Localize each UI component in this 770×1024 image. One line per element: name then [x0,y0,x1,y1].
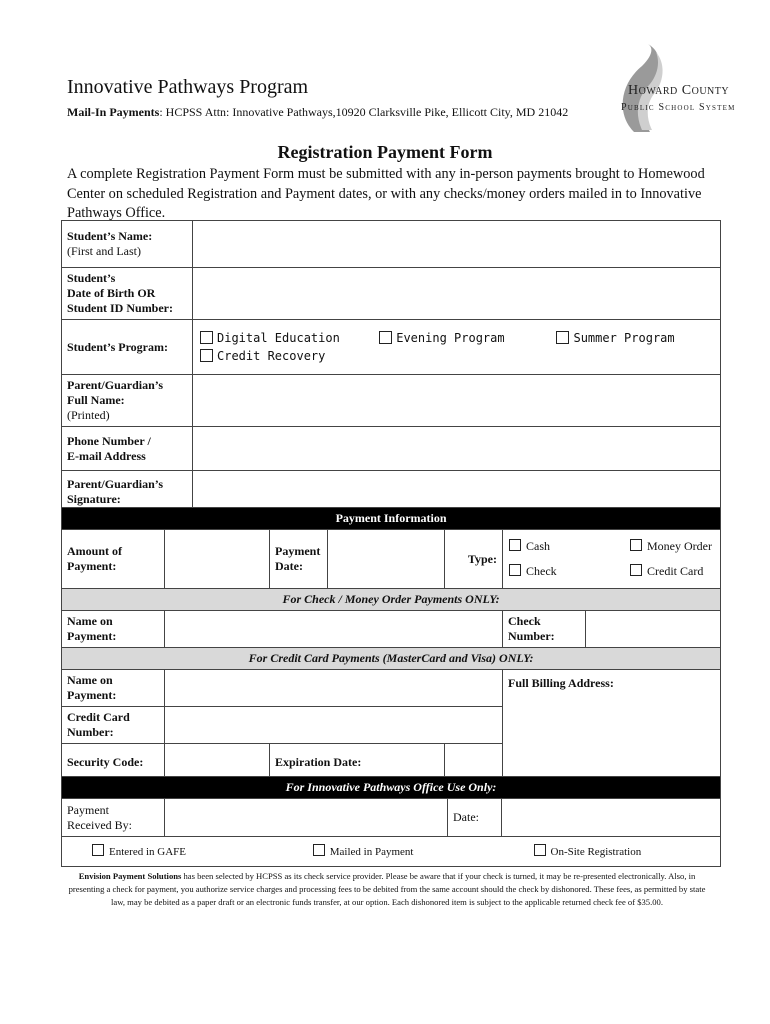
cc-name-field[interactable] [165,670,503,707]
guardian-name-field[interactable] [193,375,721,427]
payment-info-table [61,507,721,782]
mail-in-label: Mail-In Payments [67,105,160,119]
student-name-label: Student’s Name: (First and Last) [62,221,193,268]
mail-in-address [67,105,568,120]
phone-email-field[interactable] [193,427,721,471]
office-date-label: Date: [448,799,502,837]
checkbox-icon[interactable] [556,331,569,344]
payment-date-field[interactable] [328,530,445,589]
security-code-label: Security Code: [62,744,165,782]
billing-address-label: Full Billing Address: [508,676,614,690]
type-check[interactable]: Check [509,559,627,584]
footnote [67,870,707,909]
mail-in-text: : HCPSS Attn: Innovative Pathways,10920 Clarksville Pike, Ellicott City, MD 21042 [159,105,569,119]
intro-text: A complete Registration Payment Form must be submitted with any in-person payments brought to Homewood Center on scheduled Registration and Payment dates, or with any checks/money orders mailed in to Innovative Pathways Office. [67,166,705,221]
program-evening[interactable]: Evening Program [379,329,549,347]
checkbox-icon[interactable] [509,564,521,576]
office-use-header: For Innovative Pathways Office Use Only: [62,777,721,799]
program-credit-recovery[interactable]: Credit Recovery [200,349,325,363]
student-program-label: Student’s Program: [62,320,193,375]
phone-email-label: Phone Number / E-mail Address [62,427,193,471]
check-number-field[interactable] [586,611,721,648]
check-number-label: Check Number: [503,611,586,648]
check-name-field[interactable] [165,611,503,648]
logo-line2: Public School System [621,102,736,113]
type-cash[interactable]: Cash [509,534,627,559]
logo-line1: Howard County [628,83,730,98]
student-dob-field[interactable] [193,268,721,320]
checkbox-icon[interactable] [200,349,213,362]
office-use-table [61,776,721,867]
payment-info-header: Payment Information [62,508,721,530]
program-summer[interactable]: Summer Program [556,331,674,345]
received-by-label: Payment Received By: [62,799,165,837]
checkbox-icon[interactable] [509,539,521,551]
checkbox-icon[interactable] [630,564,642,576]
student-info-table [61,220,721,514]
option-onsite-registration[interactable]: On-Site Registration [534,846,642,858]
credit-card-section-header: For Credit Card Payments (MasterCard and Visa) ONLY: [62,648,721,670]
payment-type-options [503,530,721,589]
form-title: Registration Payment Form [277,142,493,162]
program-title: Innovative Pathways Program [67,76,309,98]
check-name-label: Name on Payment: [62,611,165,648]
payment-date-label: Payment Date: [270,530,328,589]
student-name-field[interactable] [193,221,721,268]
cc-name-label: Name on Payment: [62,670,165,707]
amount-field[interactable] [165,530,270,589]
option-mailed-payment[interactable]: Mailed in Payment [313,844,531,860]
type-label: Type: [445,530,503,589]
cc-number-label: Credit Card Number: [62,707,165,744]
checkbox-icon[interactable] [92,844,104,856]
guardian-name-label: Parent/Guardian’s Full Name: (Printed) [62,375,193,427]
office-status-options [62,837,721,867]
option-entered-gafe[interactable]: Entered in GAFE [92,844,310,860]
received-by-field[interactable] [165,799,448,837]
program-digital-education[interactable]: Digital Education [200,329,372,347]
footnote-bold: Envision Payment Solutions [78,871,182,881]
amount-label: Amount of Payment: [62,530,165,589]
footnote-text: has been selected by HCPSS as its check service provider. Please be aware that if your check is turned, it may be re-presented electronically. Also, in presenting a check for payment, you authorize service charges and processing fees to be debited from the same account should the check by dishonored. These fees, as permitted by state law, may be debited as a paper draft or an electronic funds transfer, at our option. Each dishonored item is subject to the applicable returned check fee of $35.00. [68,871,706,907]
type-credit-card[interactable]: Credit Card [630,564,703,578]
checkbox-icon[interactable] [313,844,325,856]
checkbox-icon[interactable] [630,539,642,551]
student-program-options [193,320,721,375]
cc-number-field[interactable] [165,707,503,744]
checkbox-icon[interactable] [534,844,546,856]
expiration-date-label: Expiration Date: [270,744,445,782]
checkbox-icon[interactable] [379,331,392,344]
checkbox-icon[interactable] [200,331,213,344]
guardian-signature-label: Parent/Guardian’s Signature: [62,471,193,514]
office-date-field[interactable] [502,799,721,837]
billing-address-field[interactable] [503,670,721,782]
student-dob-label: Student’s Date of Birth OR Student ID Number: [62,268,193,320]
type-money-order[interactable]: Money Order [630,539,712,553]
check-section-header: For Check / Money Order Payments ONLY: [62,589,721,611]
